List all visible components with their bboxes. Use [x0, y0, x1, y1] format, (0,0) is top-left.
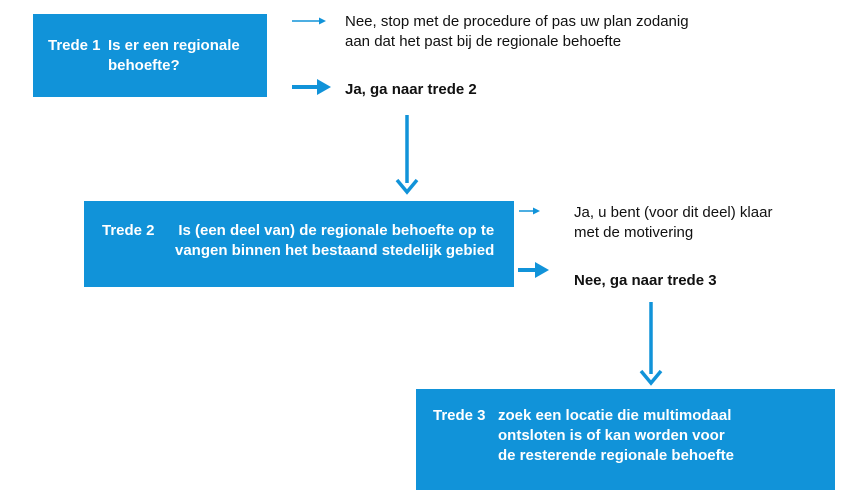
step-1-question: Is er een regionale behoefte?: [108, 37, 240, 74]
step-3-instruction: zoek een locatie die multimodaal ontsloten is of kan worden voor de resterende regionale behoefte: [498, 407, 734, 464]
arrow-step1-no: [292, 18, 326, 25]
step-3-box: [416, 389, 835, 490]
step-1-box: [33, 14, 267, 97]
step-1-yes-outcome: Ja, ga naar trede 2: [345, 81, 477, 98]
step-2-no-outcome: Nee, ga naar trede 3: [574, 272, 717, 289]
step-3-label: Trede 3: [433, 407, 486, 424]
step-1-label: Trede 1: [48, 37, 101, 54]
arrow-step1-yes: [292, 79, 331, 95]
arrow-down-step2-to-step3: [641, 302, 661, 383]
step-2-yes-outcome: Ja, u bent (voor dit deel) klaar met de motivering: [574, 204, 773, 241]
step-2-label: Trede 2: [102, 222, 155, 239]
step-2-box: [84, 201, 514, 287]
arrow-step2-no: [518, 262, 549, 278]
arrow-step2-yes: [519, 208, 540, 215]
arrow-down-step1-to-step2: [397, 115, 417, 192]
step-2-question: Is (een deel van) de regionale behoefte op te vangen binnen het bestaand stedelijk gebied: [175, 222, 495, 259]
step-1-no-outcome: Nee, stop met de procedure of pas uw plan zodanig aan dat het past bij de regionale behoefte: [345, 13, 689, 50]
